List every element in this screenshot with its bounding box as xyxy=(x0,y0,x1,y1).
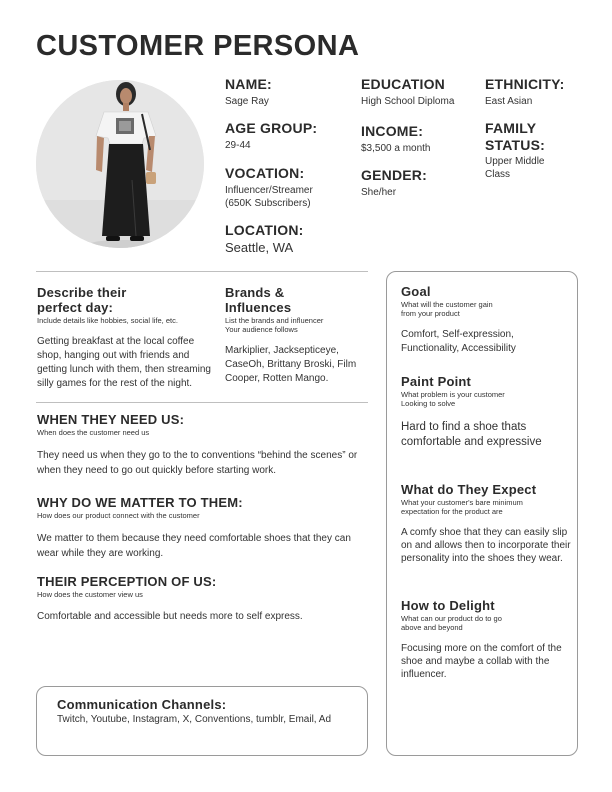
pain-point-body: Hard to find a shoe thats comfortable and expressive xyxy=(401,421,542,448)
goal-section xyxy=(401,284,566,356)
brands-subtitle-line1: List the brands and influencer xyxy=(225,316,324,325)
expect-body: A comfy shoe that they can easily slip on and allows then to incorporate their personality into the shoes they wear. xyxy=(401,527,571,564)
divider xyxy=(36,271,368,272)
ethnicity-label: ETHNICITY: xyxy=(485,76,565,92)
income-label: INCOME: xyxy=(361,123,424,139)
ethnicity-field xyxy=(485,77,565,108)
perfect-day-heading-line2: perfect day: xyxy=(37,300,114,315)
brands-heading-line1: Brands & xyxy=(225,285,285,300)
when-need-subtitle: When does the customer need us xyxy=(37,428,150,437)
expect-heading: What do They Expect xyxy=(401,482,537,497)
family-status-label-line2: STATUS: xyxy=(485,137,545,153)
vocation-value-line2: (650K Subscribers) xyxy=(225,198,311,209)
family-status-field xyxy=(485,121,545,181)
why-matter-section xyxy=(37,495,367,561)
gender-field xyxy=(361,168,427,199)
perception-subtitle: How does the customer view us xyxy=(37,590,143,599)
why-matter-body: We matter to them because they need comfortable shoes that they can wear while they are working. xyxy=(37,533,351,559)
income-value: $3,500 a month xyxy=(361,143,431,154)
delight-heading: How to Delight xyxy=(401,598,495,613)
brands-subtitle-line2: Your audience follows xyxy=(225,325,298,334)
communication-body: Twitch, Youtube, Instagram, X, Conventions, tumblr, Email, Ad xyxy=(57,714,332,725)
delight-section xyxy=(401,598,571,681)
name-field xyxy=(225,77,272,108)
perfect-day-subtitle: Include details like hobbies, social life, etc. xyxy=(37,316,178,325)
education-field xyxy=(361,77,454,108)
expect-section xyxy=(401,482,571,565)
location-value: Seattle, WA xyxy=(225,240,294,255)
goal-subtitle-line2: from your product xyxy=(401,309,460,318)
education-label: EDUCATION xyxy=(361,76,445,92)
family-status-value-line2: Class xyxy=(485,169,511,180)
age-group-value: 29-44 xyxy=(225,140,251,151)
brands-section xyxy=(225,285,373,386)
perception-section xyxy=(37,574,367,624)
pain-point-section xyxy=(401,374,566,450)
perfect-day-section xyxy=(37,285,213,391)
expect-subtitle-line1: What your customer's bare minimum xyxy=(401,498,523,507)
pain-point-subtitle-line2: Looking to solve xyxy=(401,399,456,408)
income-field xyxy=(361,124,431,155)
persona-photo xyxy=(36,80,204,248)
why-matter-heading: WHY DO WE MATTER TO THEM: xyxy=(37,495,243,510)
brands-body: Markiplier, Jacksepticeye, CaseOh, Brittany Broski, Film Cooper, Rotten Mango. xyxy=(225,345,357,384)
gender-value: She/her xyxy=(361,187,397,198)
family-status-label-line1: FAMILY xyxy=(485,120,537,136)
communication-channels-box xyxy=(36,686,368,756)
perception-heading: THEIR PERCEPTION OF US: xyxy=(37,574,217,589)
delight-subtitle-line2: above and beyond xyxy=(401,623,463,632)
age-group-field xyxy=(225,121,317,152)
communication-heading: Communication Channels: xyxy=(57,697,227,712)
when-need-heading: WHEN THEY NEED US: xyxy=(37,412,185,427)
vocation-value-line1: Influencer/Streamer xyxy=(225,185,313,196)
perfect-day-body: Getting breakfast at the local coffee shop, hanging out with friends and getting lunch with them, then streaming silly games for the rest of the night. xyxy=(37,336,211,389)
delight-subtitle-line1: What can our product do to go xyxy=(401,614,502,623)
delight-body: Focusing more on the comfort of the shoe and maybe a collab with the influencer. xyxy=(401,643,562,680)
when-need-body: They need us when they go to the to conventions “behind the scenes” or when they need to go out quickly before starting work. xyxy=(37,450,358,476)
goal-body: Comfort, Self-expression, Functionality, Accessibility xyxy=(401,329,516,354)
goal-subtitle-line1: What will the customer gain xyxy=(401,300,493,309)
vocation-field xyxy=(225,166,313,210)
page-title: CUSTOMER PERSONA xyxy=(36,30,360,62)
woman-figure-icon xyxy=(36,80,204,248)
name-label: NAME: xyxy=(225,76,272,92)
goal-heading: Goal xyxy=(401,284,431,299)
gender-label: GENDER: xyxy=(361,167,427,183)
why-matter-subtitle: How does our product connect with the customer xyxy=(37,511,200,520)
family-status-value-line1: Upper Middle xyxy=(485,156,545,167)
ethnicity-value: East Asian xyxy=(485,96,533,107)
pain-point-subtitle-line1: What problem is your customer xyxy=(401,390,505,399)
location-field xyxy=(225,223,304,256)
when-need-section xyxy=(37,412,367,478)
divider xyxy=(36,402,368,403)
brands-heading-line2: Influences xyxy=(225,300,292,315)
perfect-day-heading-line1: Describe their xyxy=(37,285,127,300)
pain-point-heading: Paint Point xyxy=(401,374,472,389)
vocation-label: VOCATION: xyxy=(225,165,305,181)
expect-subtitle-line2: expectation for the product are xyxy=(401,507,503,516)
age-group-label: AGE GROUP: xyxy=(225,120,318,136)
location-label: LOCATION: xyxy=(225,222,304,238)
name-value: Sage Ray xyxy=(225,96,269,107)
perception-body: Comfortable and accessible but needs more to self express. xyxy=(37,611,303,622)
education-value: High School Diploma xyxy=(361,96,455,107)
